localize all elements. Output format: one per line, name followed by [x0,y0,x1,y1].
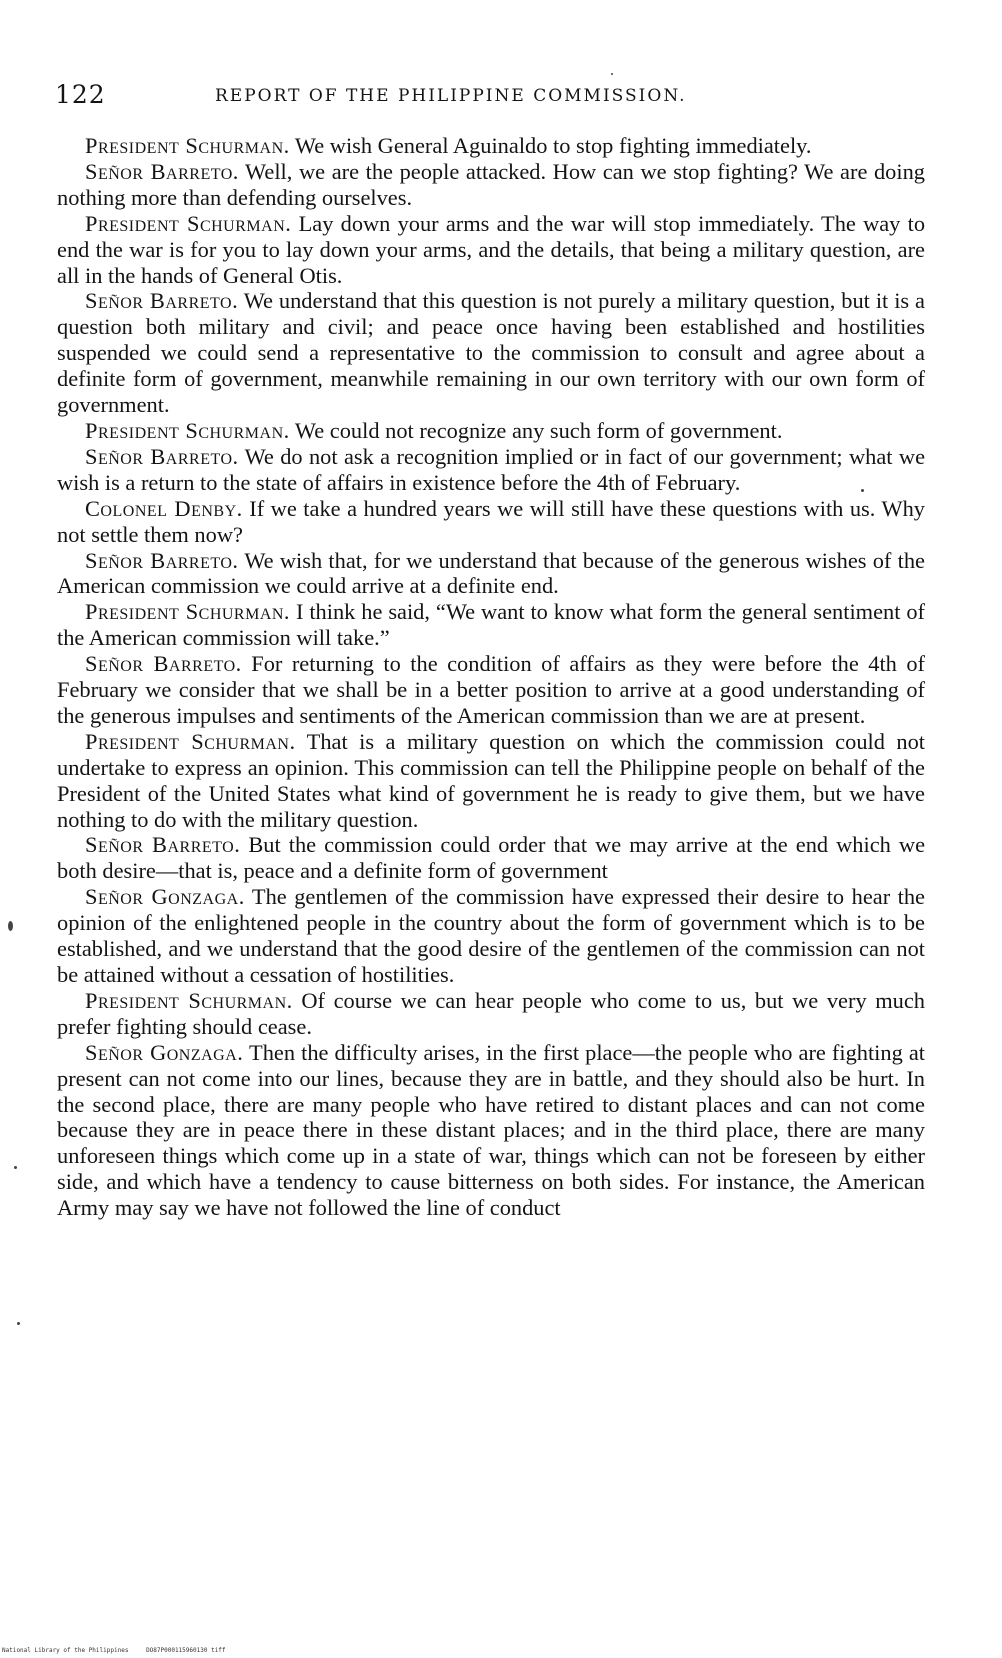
speech-text: I think he said, “We want to know what form the general sentiment of the American commission will take.” [57,599,926,651]
speech-text: Of course we can hear people who come to us, but we very much prefer fighting should cease. [57,987,925,1039]
speaker-name: President Schurman. [85,987,293,1013]
paragraph [57,418,925,444]
speaker-name: Señor Barreto. [85,651,242,677]
speech-text: Well, we are the people attacked. How can we stop fighting? We are doing nothing more than defending ourselves. [57,158,925,210]
speech-text: We could not recognize any such form of government. [289,417,783,443]
speech-text: We wish that, for we understand that because of the generous wishes of the American commission we could arrive at a definite end. [57,547,925,599]
scan-footer [2,1647,240,1654]
speaker-name: President Schurman. [85,417,290,443]
speech-text: The gentlemen of the commission have expressed their desire to hear the opinion of the enlightened people in the country about the form of government which is to be established, and we understand that the good desire of the gentlemen of the commission can not be attained without a cessation of hostilities. [57,884,925,987]
paragraph [57,288,925,418]
paragraph [57,159,925,211]
speaker-name: Señor Barreto. [85,158,239,184]
speech-text: For returning to the condition of affairs as they were before the 4th of February we consider that we shall be in a better position to arrive at a good understanding of the generous impulses and sentiments of the American commission than we are at present. [57,651,925,728]
speaker-name: Señor Barreto. [85,547,239,573]
page-number: 122 [55,80,106,109]
speaker-name: Señor Gonzaga. [85,884,245,910]
speech-text: Lay down your arms and the war will stop immediately. The way to end the war is for you to lay down your arms, and the details, that being a military question, are all in the hands of General Otis. [57,210,926,288]
paragraph [57,1040,925,1221]
speaker-name: President Schurman. [85,133,290,158]
paragraph [57,211,925,289]
scan-speck [14,1166,17,1169]
body-text [57,133,925,1221]
paragraph [57,884,925,988]
footer-library: National Library of the Philippines [2,1647,129,1654]
paragraph [57,496,925,548]
speaker-name: Señor Gonzaga. [85,1039,244,1065]
speaker-name: Señor Barreto. [85,288,239,314]
speech-text: But the commission could order that we may arrive at the end which we both desire—that is, peace and a definite form of government [57,832,926,884]
paragraph [57,988,925,1040]
speech-text: Then the difficulty arises, in the first place—the people who are fighting at present can not come into our lines, because they are in battle, and they should also be hurt. In the second place, there are many people who have retired to distant places and can not come because they are in peace there in these distant places; and in the third place, there are many unforeseen things which come up in a state of war, things which can not be foreseen by either side, and which have a tendency to cause bitterness on both sides. For instance, the American Army may say we have not followed the line of conduct [57,1039,926,1221]
paragraph [57,548,925,600]
paragraph [57,599,925,651]
speaker-name: President Schurman. [85,599,291,625]
paragraph [57,444,925,496]
scan-speck [611,73,613,75]
speaker-name: Colonel Denby. [85,495,243,521]
scan-speck [861,489,864,492]
speaker-name: President Schurman. [85,210,292,236]
paragraph [57,133,925,159]
speaker-name: Señor Barreto. [85,832,241,858]
page-header [55,80,925,112]
speaker-name: Señor Barreto. [85,443,239,469]
paragraph [57,729,925,833]
paragraph [57,651,925,729]
running-head: REPORT OF THE PHILIPPINE COMMISSION. [215,86,687,106]
scan-speck [8,921,13,931]
scan-speck [17,1322,20,1325]
speech-text: We understand that this question is not purely a military question, but it is a question both military and civil; and peace once having been established and hostilities suspended we could send a representative to the commission to consult and agree about a definite form of government, meanwhile remaining in our own territory with our own form of government. [57,288,925,418]
speech-text: We do not ask a recognition implied or in fact of our government; what we wish is a return to the state of affairs in existence before the 4th of February. [57,443,926,495]
speech-text: We wish General Aguinaldo to stop fighting immediately. [289,133,812,158]
speaker-name: President Schurman. [85,728,296,754]
paragraph [57,832,925,884]
speech-text: If we take a hundred years we will still have these questions with us. Why not settle them now? [57,495,925,547]
speech-text: That is a military question on which the commission could not undertake to express an opinion. This commission can tell the Philippine people on behalf of the President of the United States what kind of government he is ready to give them, but we have nothing to do with the military question. [57,728,926,832]
footer-file-id: DO87P000115960130 tiff [146,1647,226,1654]
